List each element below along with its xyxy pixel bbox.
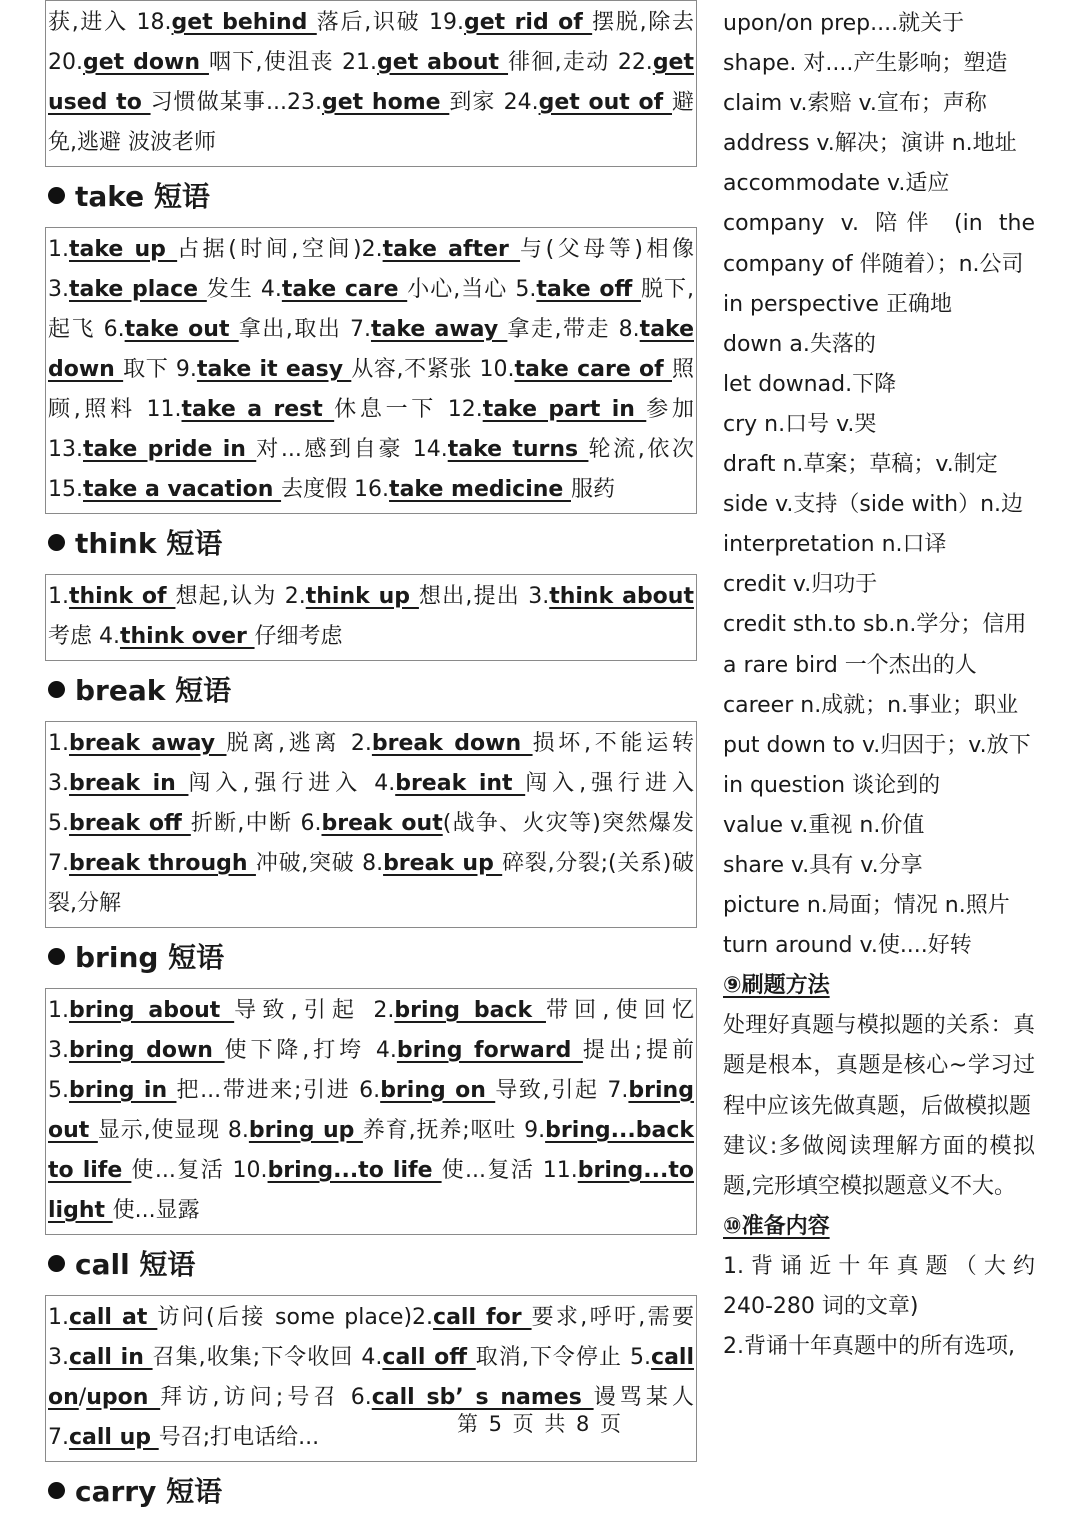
vocab-line: a rare bird 一个杰出的人	[723, 652, 977, 678]
phrase-box: 1.break away 脱离,逃离 2.break down 损坏,不能运转 3.break in 闯入,强行进入 4.break int 闯入,强行进入 5.break off 折断,中断 6.break out(战争、火灾等)突然爆发 7.break through 冲破,突破 8.break up 碎裂,分裂;(关系)破裂,分解	[45, 721, 697, 928]
vocab-line: turn around v.使....好转	[723, 933, 972, 959]
vocab-line: credit v.归功于	[723, 572, 878, 598]
subsection-heading: ⑨刷题方法	[723, 973, 830, 999]
vocab-line: 建议:多做阅读理解方面的模拟题,完形填空模拟题意义不大。	[723, 1133, 1035, 1199]
get-phrases-box: 获,进入 18.get behind 落后,识破 19.get rid of 摆脱,除去 20.get down 咽下,使沮丧 21.get about 徘徊,走动 22.get used to 习惯做某事...23.get home 到家 24.get out of 避免,逃避 波波老师	[45, 0, 697, 167]
vocab-line: interpretation n.口译	[723, 532, 947, 558]
vocab-line: put down to v.归因于；v.放下	[723, 732, 1031, 758]
bullet-icon	[48, 1482, 65, 1499]
phrase-sections	[45, 167, 697, 1522]
section-title: call 短语	[75, 1248, 196, 1281]
section-title: think 短语	[75, 527, 223, 560]
vocab-line: claim v.索赔 v.宣布；声称	[723, 91, 987, 117]
bullet-icon	[48, 187, 65, 204]
vocab-line: credit sth.to sb.n.学分；信用	[723, 612, 1027, 638]
vocab-line: shape. 对....产生影响；塑造	[723, 51, 1008, 77]
vocab-line: in perspective 正确地	[723, 291, 952, 317]
phrase-box: 1.think of 想起,认为 2.think up 想出,提出 3.think about 考虑 4.think over 仔细考虑	[45, 574, 697, 661]
vocab-line: in question 谈论到的	[723, 772, 941, 798]
subsection-heading: ⑩准备内容	[723, 1213, 830, 1239]
bullet-icon	[48, 948, 65, 965]
vocab-line: side v.支持（side with）n.边	[723, 492, 1024, 518]
vocab-line: share v.具有 v.分享	[723, 852, 923, 878]
section-heading	[45, 167, 697, 227]
vocab-line: value v.重视 n.价值	[723, 812, 925, 838]
vocab-line: down a.失落的	[723, 331, 876, 357]
vocab-line: accommodate v.适应	[723, 171, 950, 197]
vocab-line: upon/on prep....就关于	[723, 11, 965, 36]
section-title: carry 短语	[75, 1475, 223, 1508]
bullet-icon	[48, 1255, 65, 1272]
phrase-box: 1.call at 访问(后接 some place)2.call for 要求,呼吁,需要 3.call in 召集,收集;下令收回 4.call off 取消,下令停止 5.call on/upon 拜访,访问;号召 6.call sb’ s names 谩骂某人 7.call up 号召;打电话给...	[45, 1295, 697, 1462]
vocab-line: cry n.口号 v.哭	[723, 411, 877, 437]
phrase-box: 1.take up 占据(时间,空间)2.take after 与(父母等)相像 3.take place 发生 4.take care 小心,当心 5.take off 脱下,起飞 6.take out 拿出,取出 7.take away 拿走,带走 8.take down 取下 9.take it easy 从容,不紧张 10.take care of 照顾,照料 11.take a rest 休息一下 12.take part in 参加 13.take pride in 对...感到自豪 14.take turns 轮流,依次 15.take a vacation 去度假 16.take medicine 服药	[45, 227, 697, 514]
section-title: break 短语	[75, 674, 232, 707]
page-footer: 第 5 页 共 8 页	[456, 1412, 624, 1436]
right-column	[723, 4, 1035, 1367]
section-heading	[45, 514, 697, 574]
section-heading	[45, 928, 697, 988]
left-column	[45, 0, 697, 1522]
section-heading	[45, 661, 697, 721]
vocab-line: 2.背诵十年真题中的所有选项,	[723, 1334, 1015, 1360]
vocab-line: address v.解决；演讲 n.地址	[723, 131, 1017, 157]
vocab-line: 1. 背 诵 近 十 年 真 题 （ 大 约 240-280 词的文章)	[723, 1253, 1035, 1319]
section-heading	[45, 1462, 697, 1522]
vocab-line: picture n.局面；情况 n.照片	[723, 893, 1010, 919]
vocab-line: 处理好真题与模拟题的关系：真题是根本，真题是核心~学习过程中应该先做真题，后做模拟题	[723, 1013, 1035, 1119]
bullet-icon	[48, 681, 65, 698]
vocab-line: let downad.下降	[723, 371, 897, 397]
section-title: take 短语	[75, 180, 210, 213]
vocab-line: draft n.草案；草稿；v.制定	[723, 452, 998, 478]
vocab-line: career n.成就；n.事业；职业	[723, 692, 1019, 718]
vocab-line: company v. 陪伴 (in the company of 伴随着）；n.公司	[723, 211, 1035, 277]
bullet-icon	[48, 534, 65, 551]
section-heading	[45, 1235, 697, 1295]
phrase-box: 1.bring about 导致,引起 2.bring back 带回,使回忆 3.bring down 使下降,打垮 4.bring forward 提出;提前 5.bring in 把...带进来;引进 6.bring on 导致,引起 7.bring out 显示,使显现 8.bring up 养育,抚养;呕吐 9.bring...back to life 使...复活 10.bring...to life 使...复活 11.bring...to light 使...显露	[45, 988, 697, 1235]
section-title: bring 短语	[75, 941, 225, 974]
